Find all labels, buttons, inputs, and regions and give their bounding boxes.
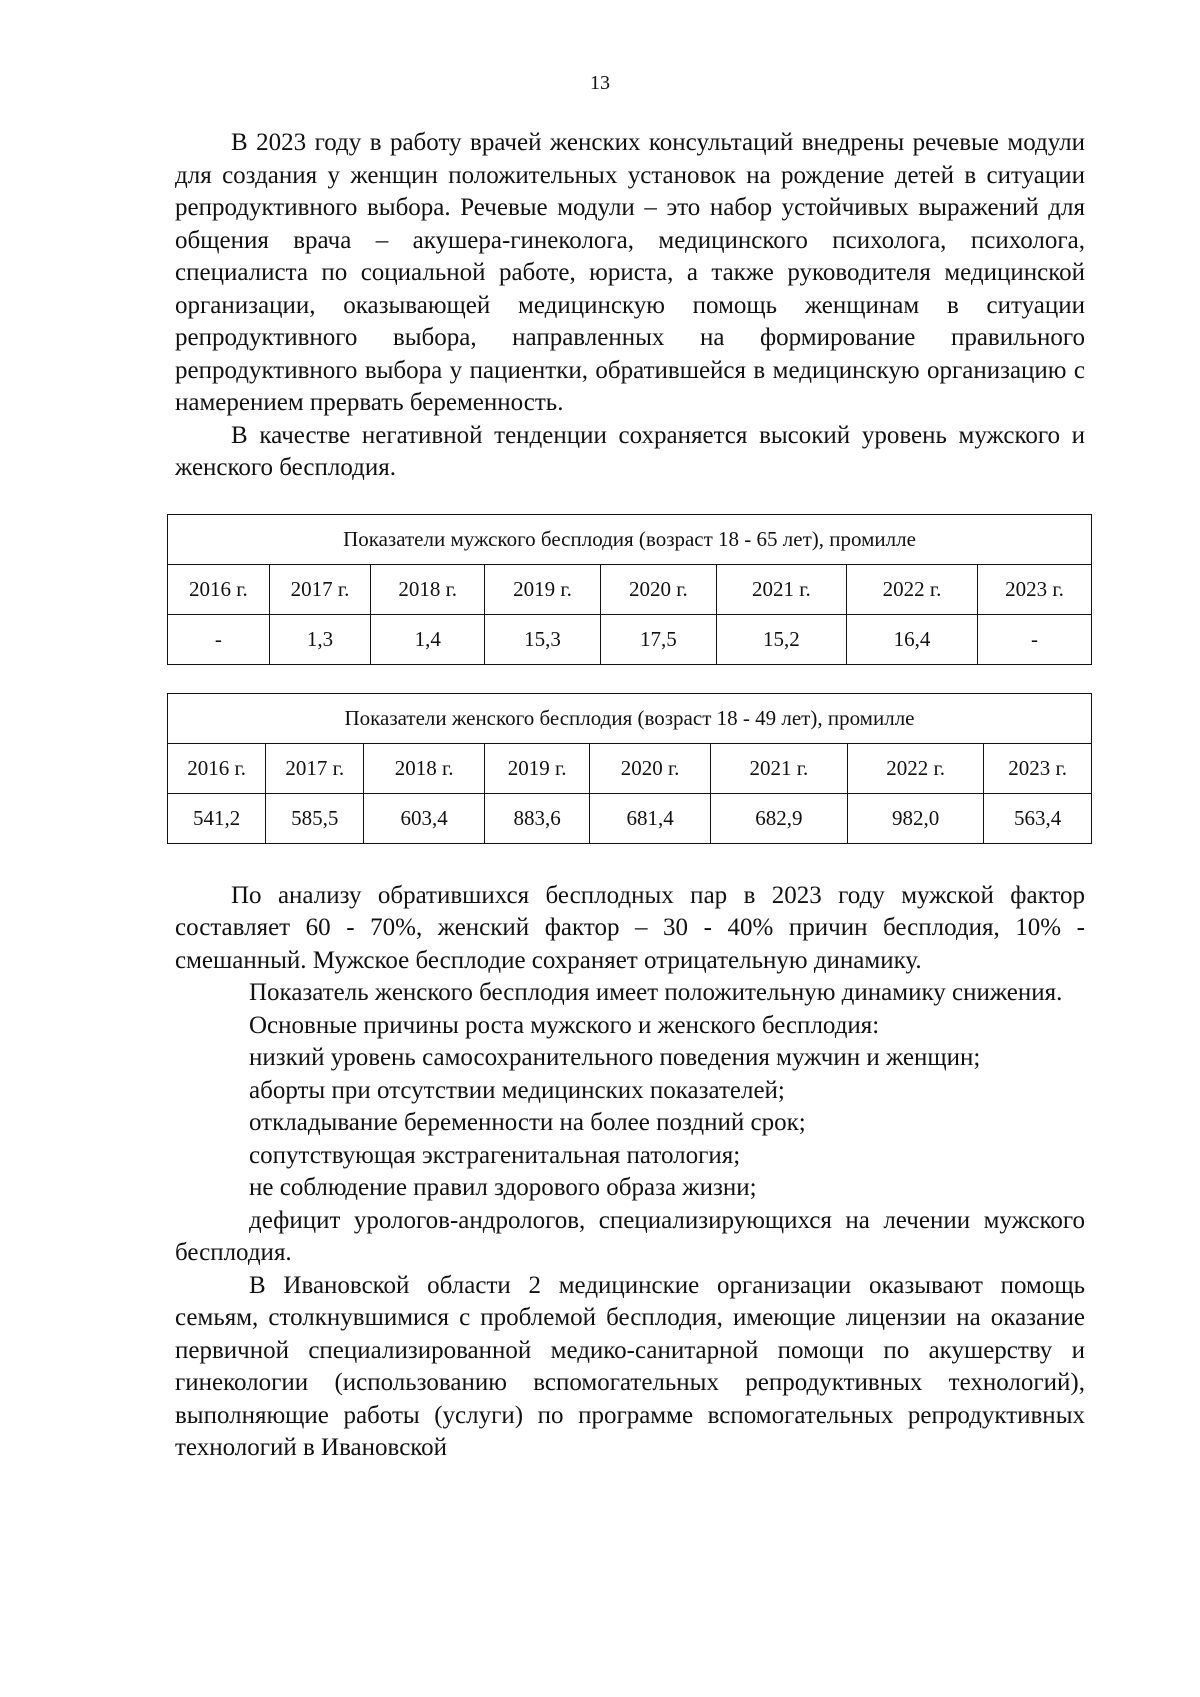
page-number: 13 [590,72,610,94]
year-cell: 2016 г. [168,743,266,793]
value-cell: 682,9 [710,793,847,843]
paragraph-analysis: По анализу обратившихся бесплодных пар в 2023 году мужской фактор составляет 60 - 70%, женский фактор – 30 - 40% причин бесплодия, 10% - смешанный. Мужское бесплодие сохраняет отрицательную динамику. [175,881,1085,974]
paragraph-speech-modules: В 2023 году в работу врачей женских консультаций внедрены речевые модули для создания у женщин положительных установок на рождение детей в ситуации репродуктивного выбора. Речевые модули – это набор устойчивых выражений для общения врача – акушера-гинеколога, медицинского психолога, психолога, специалиста по социальной работе, юриста, а также руководителя медицинской организации, оказывающей медицинскую помощь женщинам в ситуации репродуктивного выбора, направленных на формирование правильного репродуктивного выбора у пациентки, обратившейся в медицинскую организацию с намерением прервать беременность. [175,129,1085,416]
female-table-years-row [168,743,1092,793]
year-cell: 2018 г. [364,743,484,793]
value-cell: 585,5 [266,793,364,843]
male-table-years-row [168,564,1092,614]
paragraph-female-dynamics: Показатель женского бесплодия имеет положительную динамику снижения. [249,979,1063,1006]
value-cell: 15,2 [716,614,846,664]
year-cell: 2021 г. [716,564,846,614]
year-cell: 2016 г. [168,564,270,614]
value-cell: 17,5 [600,614,716,664]
value-cell: 603,4 [364,793,484,843]
male-infertility-table [167,514,1092,665]
value-cell: 1,4 [371,614,485,664]
year-cell: 2017 г. [266,743,364,793]
year-cell: 2017 г. [269,564,371,614]
year-cell: 2021 г. [710,743,847,793]
value-cell: 563,4 [984,793,1092,843]
year-cell: 2019 г. [485,564,601,614]
male-table-values-row [168,614,1092,664]
year-cell: 2023 г. [978,564,1092,614]
document-body [175,127,1085,1465]
female-table-caption: Показатели женского бесплодия (возраст 18 - 49 лет), промилле [168,693,1092,743]
cause-item: дефицит урологов-андрологов, специализирующихся на лечении мужского бесплодия. [175,1206,1085,1266]
year-cell: 2020 г. [600,564,716,614]
year-cell: 2019 г. [484,743,590,793]
paragraph-negative-trend: В качестве негативной тенденции сохраняется высокий уровень мужского и женского бесплодия. [175,421,1085,481]
value-cell: 16,4 [846,614,977,664]
paragraph-causes-intro: Основные причины роста мужского и женского бесплодия: [249,1011,880,1039]
value-cell: 982,0 [848,793,984,843]
value-cell: - [168,614,270,664]
cause-item: откладывание беременности на более поздний срок; [249,1109,806,1136]
value-cell: 883,6 [484,793,590,843]
female-table-values-row [168,793,1092,843]
male-table-caption: Показатели мужского бесплодия (возраст 18 - 65 лет), промилле [168,514,1092,564]
value-cell: 541,2 [168,793,266,843]
cause-item: аборты при отсутствии медицинских показателей; [249,1076,785,1104]
paragraph-region: В Ивановской области 2 медицинские организации оказывают помощь семьям, столкнувшимися с проблемой бесплодия, имеющие лицензии на оказание первичной специализированной медико-санитарной помощи по акушерству и гинекологии (использованию вспомогательных репродуктивных технологий), выполняющие работы (услуги) по программе вспомогательных репродуктивных технологий в Ивановской [175,1271,1085,1461]
year-cell: 2023 г. [984,743,1092,793]
value-cell: 1,3 [269,614,371,664]
cause-item: не соблюдение правил здорового образа жизни; [249,1174,757,1201]
female-infertility-table [167,693,1092,844]
cause-item: низкий уровень самосохранительного поведения мужчин и женщин; [249,1044,981,1071]
year-cell: 2022 г. [846,564,977,614]
year-cell: 2018 г. [371,564,485,614]
cause-item: сопутствующая экстрагенитальная патология; [249,1141,741,1169]
value-cell: 15,3 [485,614,601,664]
value-cell: 681,4 [590,793,710,843]
year-cell: 2020 г. [590,743,710,793]
year-cell: 2022 г. [848,743,984,793]
value-cell: - [978,614,1092,664]
